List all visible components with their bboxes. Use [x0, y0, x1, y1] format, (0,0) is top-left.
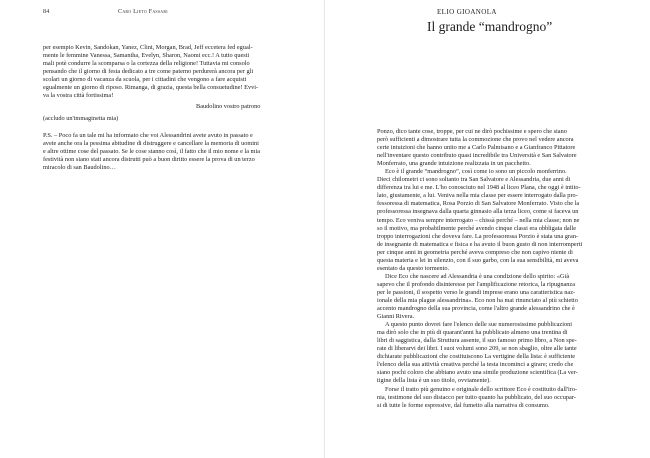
running-head: Caro Lieto Fassari [118, 8, 168, 15]
essay-line: Gianni Rivera. [377, 313, 415, 321]
essay-line: tigine della lista è un suo titolo, ovviamente). [377, 377, 491, 385]
essay-line: differenza tra lui e me. L'ho conosciuto nel 1948 al liceo Plana, che oggi è intito- [377, 184, 581, 192]
essay-line: Ponzo, dico tante cose, troppe, per cui ne dirò pochissime e spero che siano [377, 128, 567, 135]
essay-line: si di tutte le forme espressive, dal fumetto alla narrativa di consumo. [377, 401, 550, 409]
essay-line: Monferrato, una grande intuizione realizzata in un pacchetto. [377, 160, 531, 168]
essay-line: so il motivo, ma probabilmente perché avendo cinque classi era obbligata dalle [377, 224, 576, 232]
letter-line: per esempio Kevin, Sandokan, Yanez, Clint, Morgan, Brad, Jeff eccetera fed egual- [43, 44, 253, 51]
essay-line: per cinque anni in geometria perché aveva compreso che non capivo niente di [377, 248, 573, 256]
essay-line: Forse il tratto più genuino e originale dello scrittore Eco è costituito dall'iro- [385, 385, 578, 393]
letter-line: va la vostra città fortissima! [43, 92, 114, 100]
ps-line: avete anche ora la pessima abitudine di distruggere e cancellare la memoria di uomini [43, 140, 259, 148]
letter-line: mente le femmine Vanessa, Samantha, Evelyn, Sharon, Naomi ecc.! A tutto questi [43, 52, 250, 60]
page-number: 84 [43, 8, 50, 15]
letter-line: mali potè condurre la scomparsa o la cortezza della religione! Tuttavia mi consolo [43, 60, 250, 68]
essay-line: nia, testimone del suo distacco per tutto quanto ha pubblicato, del suo occupar- [377, 393, 576, 401]
ps-line: P.S. – Poco fa un tale mi ha informato che voi Alessandrini avete avuto in passato e [43, 132, 253, 139]
essay-line: tempo. Eco veniva sempre interrogato – chissà perché – nella mia classe; non ne [377, 216, 580, 224]
essay-line: ionale della mia plague alessandrina». Eco non ha mai rinunciato al più schietto [377, 296, 578, 304]
essay-line: sapevo che il profondo disinteresse per l'amplificazione retorica, la ripugnanza [377, 280, 576, 288]
essay-line: troppo interrogazioni che doveva fare. La professoressa Porzio è stata una gran- [377, 232, 579, 240]
letter-body [43, 44, 291, 100]
essay-line: questa materia e lei in silenzio, con il suo garbo, con la sua sensibilità, mi aveva [377, 256, 579, 264]
right-page [325, 0, 650, 458]
essay-line: siano pochi coloro che abbiano avuto una simile produzione scientifica (La ver- [377, 369, 578, 377]
essay-line: l'elenco della sua attività creativa perché la testa incominci a girare; credo che [377, 361, 574, 369]
essay-line: dichiarate pubblicazioni che costituiscono La vertigine della lista: è sufficiente [377, 353, 575, 361]
essay-line: accento mandrogno della sua provincia, come l'altro grande alessandrino che è [377, 305, 575, 313]
essay-line: certe intuizioni che hanno unito me a Carlo Palmisano e a Gianfranco Pittatore [377, 144, 576, 152]
signature: Baudolino vostro patrono [196, 103, 261, 110]
postscript [43, 132, 291, 172]
essay-line: fessoressa di matematica, Rosa Porzio di San Salvatore Monferrato. Visto che la [377, 200, 580, 208]
chapter-title: Il grande “mandrogno” [427, 19, 553, 34]
essay-line: Dieci chilometri ci sono soltanto tra San Salvatore e Alessandria, due anni di [377, 176, 571, 184]
letter-line: egualmente un giorno di riposo. Rimanga, di grazia, questa bella consuetudine! Evvi- [43, 84, 259, 92]
ps-line: festività non siano stati ancora distrutti può a buon diritto essere la prova di un terzo [43, 156, 255, 164]
essay-line: professoressa insegnava dalla quarta ginnasio alla terza liceo, come si faceva un [377, 208, 579, 216]
essay-line: esentato da questo tormento. [377, 264, 450, 272]
essay-line: de insegnante di matematica e fisica e ha avuto il buon gusto di non interromperti [377, 240, 583, 248]
essay-line: Dice Eco che nascere ad Alessandria è una condizione dello spirito: «Già [385, 272, 570, 280]
essay-line: però sufficienti a dimostrare tutta la commozione che provo nel vedere ancora [377, 136, 574, 144]
essay-line: A questo punto dovrei fare l'elenco delle sue numerosissime pubblicazioni [385, 321, 573, 329]
essay-body [377, 128, 625, 410]
letter-line: pensando che il giorno di festa dedicato a tre come paterno perdurerà ancora per gli [43, 68, 254, 76]
ps-line: miracolo di san Baudolino… [43, 164, 116, 172]
author-name: ELIO GIOANOLA [437, 8, 497, 16]
essay-line: per le passioni, il sospetto verso le grandi imprese erano una caratteristica naz- [377, 288, 576, 296]
essay-line: nell'inventare questo contributo quasi incredibile tra Università e San Salvatore [377, 152, 577, 160]
attachment-note: (accludo un'immaginetta mia) [43, 115, 119, 122]
essay-line: rate di liberarvi dei libri. I suoi volumi sono 209, se non sbaglio, oltre alle tante [377, 345, 577, 353]
essay-line: libri di saggistica, dalla Struttura assente, il suo famoso primo libro, a Non spe- [377, 337, 577, 345]
ps-line: e altre ottime cose del passato. Se le cose stanno così, il fatto che il mio nome e la mia [43, 148, 261, 156]
essay-line: lato, giustamente, a lui. Veniva nella mia classe per essere interrogato dalla pro- [377, 192, 578, 200]
essay-line: Eco è il grande “mandrogno”, così come io sono un piccolo monferrino. [385, 168, 567, 176]
letter-line: scolari un giorno di vacanza da scuola, per i cittadini che vengono a fare acquisti [43, 76, 247, 84]
essay-line: ma dirò solo che in più di quarant'anni ha pubblicato almeno una trentina di [377, 329, 568, 337]
